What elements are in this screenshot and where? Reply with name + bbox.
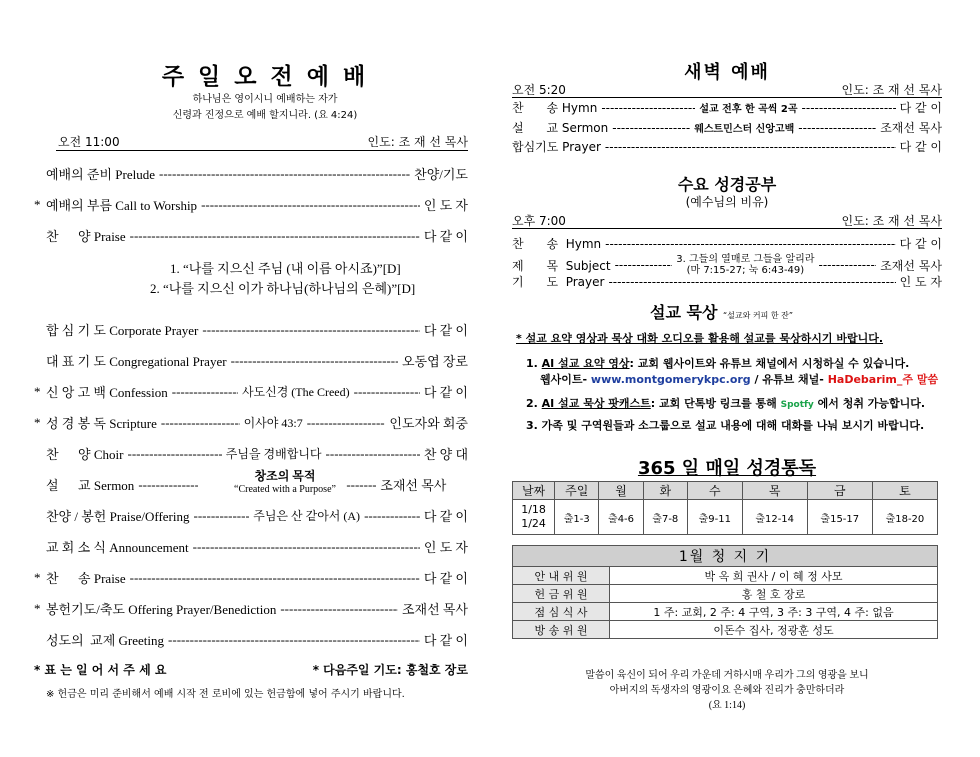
item-leader: 조재선 목사 (380, 478, 447, 493)
item-leader: 다 같 이 (423, 571, 468, 586)
item-detail: 주님은 산 같아서 (A) (253, 509, 361, 523)
meditation-title (650, 300, 793, 323)
officer-row (513, 621, 938, 639)
meditation-title-text: 설교 묵상 (650, 303, 718, 322)
officer-value: 박 옥 희 권사 / 이 혜 정 사모 (610, 567, 938, 585)
spotify-link[interactable]: Spotfy (780, 400, 814, 410)
meditation-small: “설교와 커피 한 잔” (722, 311, 793, 320)
next-prayer: * 다음주일 기도: 홍철호 장로 (312, 663, 468, 677)
sermon-subtitle: “Created with a Purpose” (234, 484, 336, 495)
leader-dots (231, 353, 398, 369)
order-item (34, 599, 468, 618)
star-mark: * (34, 600, 41, 616)
divider (56, 150, 468, 151)
reading-cell: 출7-8 (643, 500, 687, 535)
leader-dots (202, 322, 419, 338)
verse-line1: 하나님은 영이시니 예배하는 자가 (192, 94, 338, 105)
order-item (34, 630, 468, 649)
reading-header: 토 (872, 482, 937, 500)
order-item (34, 320, 468, 339)
order-item (34, 195, 468, 214)
order-item (512, 99, 942, 116)
offering-note: ※ 헌금은 미리 준비해서 예배 시작 전 로비에 있는 헌금함에 넣어 주시기 바랍니다. (46, 689, 405, 700)
dawn-title: 새벽 예배 (684, 62, 770, 83)
closing-line3: (요 1:14) (708, 700, 746, 711)
officer-value: 1 주: 교회, 2 주: 4 구역, 3 주: 3 구역, 4 주: 없음 (610, 603, 938, 621)
leader-dots (201, 197, 420, 213)
item-name: 성 경 봉 독 Scripture (46, 416, 157, 431)
order-item (34, 568, 468, 587)
closing-line1: 말씀이 육신이 되어 우리 가운데 거하시매 우리가 그의 영광을 보니 (585, 670, 869, 681)
item-name: 찬 양 Choir (46, 447, 124, 462)
order-item (512, 235, 942, 252)
leader-dots (194, 508, 250, 524)
item-name: 신 앙 고 백 Confession (46, 385, 168, 400)
officer-row (513, 585, 938, 603)
reading-table (512, 481, 938, 535)
order-item (34, 382, 468, 401)
leader-dots (802, 101, 896, 115)
item-leader: 다 같 이 (423, 323, 468, 338)
leader-dots (346, 477, 376, 493)
item-leader: 오동엽 장로 (401, 354, 468, 369)
reading-header: 화 (643, 482, 687, 500)
officer-row (513, 567, 938, 585)
reading-date: 1/18 1/24 (513, 500, 555, 535)
order-item (512, 119, 942, 136)
meditation-intro: * 설교 요약 영상과 묵상 대화 오디오를 활용해 설교를 묵상하시기 바랍니다. (516, 332, 884, 345)
item-detail: 웨스트민스터 신앙고백 (694, 124, 795, 135)
item-name: 대 표 기 도 Congregational Prayer (46, 354, 227, 369)
item-leader: 인 도 자 (423, 198, 468, 213)
reading-cell: 출18-20 (872, 500, 937, 535)
item-leader: 다 같 이 (899, 237, 942, 251)
item-name: 설 교 Sermon (512, 121, 609, 135)
closing-line2: 아버지의 독생자의 영광이요 은혜와 진리가 충만하더라 (609, 685, 845, 696)
sermon-title: 창조의 목적 (254, 469, 316, 483)
leader-dots (193, 539, 420, 555)
item1-label: AI 설교 요약 영상 (541, 357, 630, 370)
item-leader: 다 같 이 (423, 385, 468, 400)
item-leader: 조재선 목사 (880, 121, 942, 135)
item-leader: 인 도 자 (899, 275, 942, 289)
website-link[interactable]: www.montgomerykpc.org (590, 373, 751, 386)
item-detail: 주님을 경배합니다 (225, 447, 322, 461)
item-leader: 찬양/기도 (414, 167, 468, 182)
item-leader: 찬 양 대 (423, 447, 469, 462)
reading-header: 수 (687, 482, 742, 500)
praise-song-1: 1. “나를 지으신 주님 (내 이름 아시죠)”[D] (170, 261, 401, 276)
leader-dots (605, 237, 895, 251)
reading-title: 365 일 매일 성경통독 (637, 458, 817, 479)
star-mark: * (34, 196, 41, 212)
praise-song-2: 2. “나를 지으신 이가 하나님(하나님의 은혜)”[D] (150, 281, 416, 296)
youtube-link[interactable]: HaDebarim_주 말씀 (827, 373, 939, 386)
officer-row (513, 603, 938, 621)
wed-leader: 인도: 조 재 선 목사 (841, 214, 942, 228)
meditation-item-2: 2. AI 설교 묵상 팟캐스트: 교회 단톡방 링크를 통해 Spotfy 에서 청취 가능합니다. (526, 397, 926, 410)
order-item (34, 413, 468, 432)
item-name: 봉헌기도/축도 Offering Prayer/Benediction (46, 602, 277, 617)
leader-dots (138, 477, 198, 493)
leader-dots (615, 258, 673, 272)
order-item (512, 273, 942, 290)
item-name: 기 도 Prayer (512, 275, 605, 289)
reading-cell: 출12-14 (742, 500, 807, 535)
item-name: 찬 양 Praise (46, 229, 126, 244)
item-name: 설 교 Sermon (46, 478, 135, 493)
leader-dots (601, 101, 695, 115)
order-item (34, 226, 468, 245)
star-mark: * (34, 383, 41, 399)
reading-cell: 출15-17 (807, 500, 872, 535)
item-leader: 조재선 목사 (401, 602, 468, 617)
leader-dots (818, 258, 876, 272)
officer-role: 방 송 위 원 (513, 621, 610, 639)
item-name: 합 심 기 도 Corporate Prayer (46, 323, 199, 338)
leader-dots (608, 275, 895, 289)
officer-role: 헌 금 위 원 (513, 585, 610, 603)
leader-dots (130, 570, 420, 586)
order-item (34, 351, 468, 370)
meditation-item-3: 3. 가족 및 구역원들과 소그룹으로 설교 내용에 대해 대화를 나눠 보시기 바랍니다. (526, 419, 925, 432)
reading-cell: 출4-6 (599, 500, 643, 535)
divider (512, 228, 942, 229)
leader-dots (130, 228, 420, 244)
service-leader: 인도: 조 재 선 목사 (367, 135, 468, 149)
dawn-leader: 인도: 조 재 선 목사 (841, 83, 942, 97)
leader-dots (280, 601, 398, 617)
leader-dots (612, 121, 690, 135)
item-name: 합심기도 Prayer (512, 140, 601, 154)
item-name: 찬 송 Praise (46, 571, 126, 586)
leader-dots (798, 121, 876, 135)
item-leader: 다 같 이 (899, 140, 942, 154)
reading-header: 금 (807, 482, 872, 500)
wed-subtitle: (예수님의 비유) (685, 195, 769, 209)
item2-label: AI 설교 묵상 팟캐스트 (541, 397, 651, 410)
item-detail: 설교 전후 한 곡씩 2곡 (699, 104, 798, 115)
reading-header: 월 (599, 482, 643, 500)
item-leader: 다 같 이 (423, 633, 468, 648)
reading-header: 날짜 (513, 482, 555, 500)
item-detail: 3. 그들의 열매로 그들을 알리라 (마 7:15-27; 눅 6:43-49) (676, 254, 815, 276)
item-name: 예배의 준비 Prelude (46, 167, 156, 182)
order-item (34, 506, 468, 525)
reading-header: 주일 (555, 482, 599, 500)
service-time: 오전 11:00 (58, 135, 120, 149)
item-name: 예배의 부름 Call to Worship (46, 198, 198, 213)
officers-title: 1월 청 지 기 (513, 546, 938, 567)
leader-dots (172, 384, 238, 400)
leader-dots (161, 415, 240, 431)
leader-dots (307, 415, 386, 431)
item-name: 성도의 교제 Greeting (46, 633, 165, 648)
order-item (34, 537, 468, 556)
leader-dots (159, 166, 410, 182)
page-title: 주 일 오 전 예 배 (161, 64, 369, 90)
leader-dots (326, 446, 420, 462)
item-leader: 조재선 목사 (880, 258, 942, 273)
order-item (512, 138, 942, 155)
dawn-time: 오전 5:20 (512, 83, 566, 97)
order-item (34, 444, 468, 463)
reading-cell: 출1-3 (555, 500, 599, 535)
verse-line2: 신령과 진정으로 예배 할지니라. (요 4:24) (172, 110, 358, 121)
meditation-item-1: 1. AI 설교 요약 영상: 교회 웹사이트와 유튜브 채널에서 시청하실 수 있습니다. (526, 357, 910, 370)
item-name: 교 회 소 식 Announcement (46, 540, 189, 555)
leader-dots (605, 140, 896, 154)
divider (512, 97, 942, 98)
reading-header: 목 (742, 482, 807, 500)
officer-value: 홍 철 호 장로 (610, 585, 938, 603)
item-leader: 인 도 자 (423, 540, 468, 555)
wed-title: 수요 성경공부 (677, 175, 777, 194)
item-leader: 다 같 이 (899, 101, 943, 115)
item-name: 제 목 Subject (512, 258, 611, 273)
item-leader: 다 같 이 (423, 509, 468, 524)
star-mark: * (34, 414, 41, 430)
star-mark: * (34, 569, 41, 585)
wed-time: 오후 7:00 (512, 214, 566, 228)
item1-text: : 교회 웹사이트와 유튜브 채널에서 시청하실 수 있습니다. (629, 357, 910, 370)
officer-role: 점 심 식 사 (513, 603, 610, 621)
leader-dots (364, 508, 420, 524)
officer-role: 안 내 위 원 (513, 567, 610, 585)
officer-value: 이돈수 집사, 정광훈 성도 (610, 621, 938, 639)
item-name: 찬양 / 봉헌 Praise/Offering (46, 509, 190, 524)
reading-cell: 출9-11 (687, 500, 742, 535)
officers-table (512, 545, 938, 639)
item-name: 찬 송 Hymn (512, 101, 598, 115)
leader-dots (168, 632, 420, 648)
order-item (34, 164, 468, 183)
item-leader: 인도자와 회중 (389, 416, 468, 431)
item-detail: 이사야 43:7 (243, 416, 303, 430)
item-name: 찬 송 Hymn (512, 237, 602, 251)
item-leader: 다 같 이 (423, 229, 468, 244)
meditation-item-1-links: 웹사이트- www.montgomerykpc.org / 유튜브 채널- HaDebarim_주 말씀 (540, 373, 939, 386)
item-detail: 사도신경 (The Creed) (241, 385, 350, 399)
stand-note: * 표 는 일 어 서 주 세 요 (34, 663, 167, 677)
leader-dots (127, 446, 221, 462)
leader-dots (354, 384, 420, 400)
